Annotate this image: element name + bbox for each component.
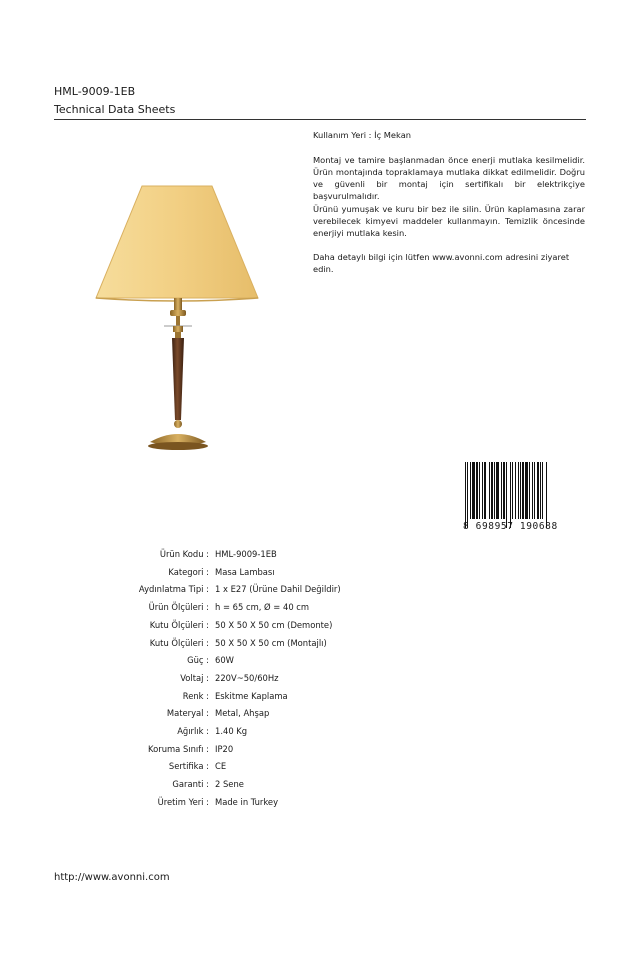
more-info-note: Daha detaylı bilgi için lütfen www.avonni.com adresini ziyaret edin.: [313, 252, 570, 274]
barcode-bar: [489, 462, 490, 519]
spec-row: [0, 669, 640, 687]
barcode-bar: [542, 462, 543, 519]
spec-label: Garanti :: [172, 779, 209, 789]
barcode-bar: [482, 462, 483, 519]
spec-label: Koruma Sınıfı :: [148, 744, 209, 754]
spec-label: Aydınlatma Tipi :: [138, 584, 209, 594]
spec-value: HML-9009-1EB: [215, 549, 277, 559]
spec-row: [0, 634, 640, 652]
spec-value: 50 X 50 X 50 cm (Demonte): [215, 620, 333, 630]
spec-row: [0, 687, 640, 705]
barcode-bar: [472, 462, 475, 519]
barcode-bar: [546, 462, 547, 528]
spec-value: Eskitme Kaplama: [215, 691, 288, 701]
table-lamp-image: [92, 180, 262, 460]
barcode-bar: [494, 462, 495, 519]
spec-row: [0, 563, 640, 581]
cleaning-instructions: Ürünü yumuşak ve kuru bir bez ile silin. Ürün kaplamasına zarar verebilecek kimyevi maddeler kullanmayın. Temizlik öncesinde enerjiyi mutlaka kesin.: [313, 204, 585, 238]
barcode-bar: [520, 462, 521, 519]
spec-value: Metal, Ahşap: [215, 708, 270, 718]
spec-value: 60W: [215, 655, 234, 665]
barcode-bar: [506, 462, 507, 528]
spec-value: 1 x E27 (Ürüne Dahil Değildir): [215, 584, 341, 594]
spec-label: Üretim Yeri :: [157, 797, 209, 807]
spec-row: [0, 757, 640, 775]
barcode-bar: [496, 462, 499, 519]
barcode-bar: [532, 462, 533, 519]
product-code-heading: HML-9009-1EB: [54, 85, 136, 98]
installation-warning: Montaj ve tamire başlanmadan önce enerji mutlaka kesilmelidir. Ürün montajında topraklamaya mutlaka dikkat edilmelidir. Doğru ve güvenli bir montaj için sertifikalı bir elektrikçiye başvurulmalıdır.: [313, 155, 585, 201]
barcode-number: 8 698957 190688: [463, 521, 558, 532]
spec-value: IP20: [215, 744, 234, 754]
spec-row: [0, 580, 640, 598]
barcode-bar: [540, 462, 541, 519]
document-subtitle: Technical Data Sheets: [54, 103, 176, 116]
spec-row: [0, 616, 640, 634]
spec-label: Renk :: [182, 691, 209, 701]
barcode-bar: [501, 462, 502, 519]
spec-row: [0, 793, 640, 811]
spec-label: Sertifika :: [168, 761, 209, 771]
spec-row: [0, 722, 640, 740]
barcode-bar: [512, 462, 513, 519]
barcode-bar: [525, 462, 528, 519]
spec-label: Ürün Ölçüleri :: [148, 602, 209, 612]
spec-label: Kutu Ölçüleri :: [149, 638, 209, 648]
spec-label: Voltaj :: [180, 673, 209, 683]
spec-value: 220V~50/60Hz: [215, 673, 279, 683]
header-divider: [54, 119, 586, 120]
spec-label: Ürün Kodu :: [159, 549, 209, 559]
spec-label: Kutu Ölçüleri :: [149, 620, 209, 630]
barcode-bar: [522, 462, 524, 519]
spec-row: [0, 740, 640, 758]
spec-row: [0, 651, 640, 669]
spec-label: Kategori :: [168, 567, 209, 577]
barcode-bar: [537, 462, 539, 519]
barcode-bar: [484, 462, 486, 519]
usage-location: Kullanım Yeri : İç Mekan: [313, 130, 412, 140]
spec-value: 50 X 50 X 50 cm (Montajlı): [215, 638, 327, 648]
barcode-bar: [515, 462, 516, 519]
barcode-bar: [479, 462, 480, 519]
barcode-bar: [491, 462, 493, 519]
barcode-bar: [518, 462, 519, 519]
spec-row: [0, 598, 640, 616]
spec-row: [0, 775, 640, 793]
spec-value: Made in Turkey: [215, 797, 279, 807]
barcode-bar: [476, 462, 478, 519]
spec-value: Masa Lambası: [215, 567, 275, 577]
spec-value: CE: [215, 761, 227, 771]
spec-value: 2 Sene: [215, 779, 244, 789]
spec-value: 1.40 Kg: [215, 726, 248, 736]
barcode-bar: [529, 462, 530, 519]
barcode-bar: [470, 462, 471, 519]
barcode-bar: [467, 462, 468, 528]
spec-row: [0, 704, 640, 722]
spec-row: [0, 545, 640, 563]
spec-label: Materyal :: [166, 708, 209, 718]
spec-label: Ağırlık :: [177, 726, 209, 736]
spec-value: h = 65 cm, Ø = 40 cm: [215, 602, 310, 612]
barcode-bar: [534, 462, 535, 519]
barcode-bar: [503, 462, 505, 519]
barcode-bar: [465, 462, 466, 528]
spec-label: Güç :: [187, 655, 209, 665]
barcode-bar: [510, 462, 511, 528]
website-link[interactable]: http://www.avonni.com: [54, 872, 170, 883]
